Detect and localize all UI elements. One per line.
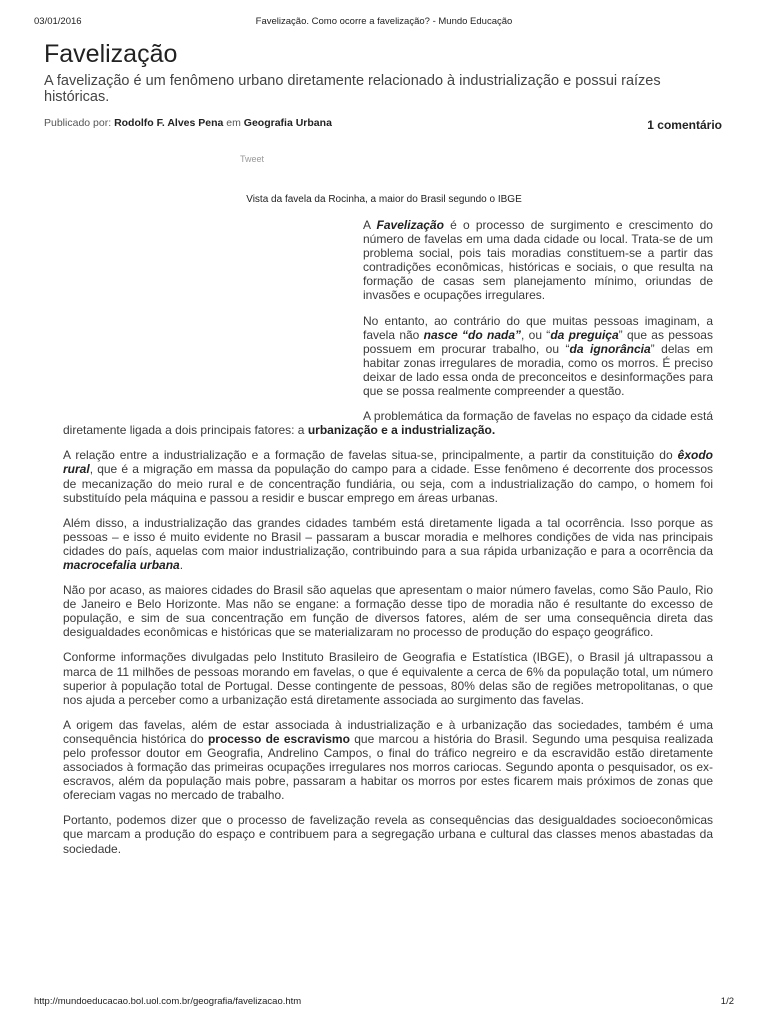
- article-subtitle: A favelização é um fenômeno urbano diretamente relacionado à industrialização e possui raízes históricas.: [44, 73, 661, 105]
- paragraph-9: Portanto, podemos dizer que o processo de favelização revela as consequências das desigualdades socioeconômicas que marcam a produção do espaço e contribuem para a segregação urbana e cultural das classes menos abastadas da sociedade.: [63, 813, 713, 856]
- article-body: [63, 218, 713, 867]
- p4-emphasis: êxodo rural: [63, 448, 713, 477]
- p4-text: A relação entre a industrialização e a formação de favelas situa-se, principalmente, a partir da constituição do: [63, 448, 678, 463]
- p3-text: A problemática da formação de favelas no espaço da cidade está diretamente ligada a dois principais fatores: a: [63, 409, 713, 438]
- category-link[interactable]: Geografia Urbana: [243, 117, 332, 129]
- author-link[interactable]: Rodolfo F. Alves Pena: [114, 117, 224, 129]
- p2-text: No entanto, ao contrário do que muitas pessoas imaginam, a favela não: [363, 313, 713, 342]
- tweet-button[interactable]: Tweet: [240, 154, 265, 164]
- paragraph-6: Não por acaso, as maiores cidades do Brasil são aquelas que apresentam o maior número favelas, como São Paulo, Rio de Janeiro e Belo Horizonte. Mas não se engane: a formação desse tipo de moradia não é resultante do excesso de população, e sim de sua concentração em função de diversos fatores, além de ser uma consequência direta das desigualdades econômicas e históricas que se materializaram no processo de produção do espaço geográfico.: [63, 583, 713, 640]
- p2-text-4: ” delas em habitar zonas irregulares de moradia, como os morros. É preciso deixar de lado essa onda de preconceitos e desinformações para que se possa realmente compreender a questão.: [363, 341, 713, 399]
- print-page-title: Favelização. Como ocorre a favelização? - Mundo Educação: [255, 16, 513, 27]
- paragraph-4: [63, 448, 713, 504]
- paragraph-8: [63, 718, 713, 803]
- p2-emphasis-3: da ignorância: [569, 341, 651, 356]
- p2-emphasis: nasce “do nada”: [423, 327, 521, 342]
- p2-text-3: ” que as pessoas possuem em procurar trabalho, ou “: [363, 327, 713, 356]
- comments-count[interactable]: 1 comentário: [647, 118, 722, 132]
- p2-emphasis-2: da preguiça: [550, 327, 619, 342]
- p5-emphasis: macrocefalia urbana: [63, 557, 180, 572]
- image-caption: Vista da favela da Rocinha, a maior do Brasil segundo o IBGE: [246, 194, 522, 205]
- print-url: http://mundoeducacao.bol.uol.com.br/geografia/favelizacao.htm: [34, 996, 302, 1007]
- p5-text-2: .: [179, 557, 184, 572]
- print-footer: [34, 996, 734, 1010]
- paragraph-1: [363, 218, 713, 303]
- paragraph-2: [363, 314, 713, 399]
- p1-emphasis: Favelização: [376, 218, 444, 232]
- byline: [44, 117, 332, 129]
- p1-text: A: [363, 218, 377, 232]
- p3-emphasis: urbanização e a industrialização.: [307, 423, 496, 438]
- byline-prefix: Publicado por:: [44, 117, 112, 129]
- p4-text-2: , que é a migração em massa da população do campo para a cidade. Esse fenômeno é decorrente dos processos de mecanização do meio rural e de concentração fundiária, ou seja, com a industrialização do campo, o homem foi substituído pela máquina e passou a residir e buscar emprego em áreas urbanas.: [63, 462, 713, 505]
- print-date: 03/01/2016: [34, 16, 82, 27]
- print-header: [34, 16, 734, 30]
- p1-text-2: é o processo de surgimento e crescimento do número de favelas em uma dada cidade ou local. Trata-se de um problema social, pois tais moradias constituem-se a partir das contradições econômicas, históricas e sociais, o que resulta na formação de casas sem planejamento mínimo, oriundas de invasões e ocupações irregulares.: [363, 218, 713, 303]
- p8-emphasis: processo de escravismo: [207, 731, 350, 746]
- paragraph-7: Conforme informações divulgadas pelo Instituto Brasileiro de Geografia e Estatística (IBGE), o Brasil já ultrapassou a marca de 11 milhões de pessoas morando em favelas, o que é equivalente a cerca de 6% da população total, um número superior à população total de Portugal. Desse contingente de pessoas, 80% delas são de regiões metropolitanas, o que nos ajuda a perceber como a urbanização está diretamente associada ao surgimento das favelas.: [63, 650, 713, 707]
- byline-middle: em: [226, 117, 241, 129]
- article-title: Favelização: [44, 40, 178, 68]
- p8-text: A origem das favelas, além de estar associada à industrialização e à urbanização das sociedades, também é uma consequência histórica do: [63, 717, 713, 746]
- p2-text-2: , ou “: [521, 327, 551, 342]
- paragraph-5: [63, 516, 713, 572]
- p5-text: Além disso, a industrialização das grandes cidades também está diretamente ligada a tal ocorrência. Isso porque as pessoas – e isso é muito evidente no Brasil – passaram a buscar moradia e melhores condições de vida nas principais cidades do país, aquelas com maior industrialização, contribuindo para a sua rápida urbanização e para a ocorrência da: [63, 515, 713, 558]
- p8-text-2: que marcou a história do Brasil. Segundo uma pesquisa realizada pelo professor doutor em Geografia, Andrelino Campos, o final do tráfico negreiro e da escravidão estão diretamente associados à formação das primeiras ocupações irregulares nos morros cariocas. Segundo aponta o pesquisador, os ex-escravos, além da população mais pobre, passaram a habitar os morros por estes ficarem mais próximos de zonas que ofereciam vagas no mercado de trabalho.: [63, 731, 714, 803]
- paragraph-3: [63, 409, 713, 437]
- print-page-number: 1/2: [720, 996, 734, 1007]
